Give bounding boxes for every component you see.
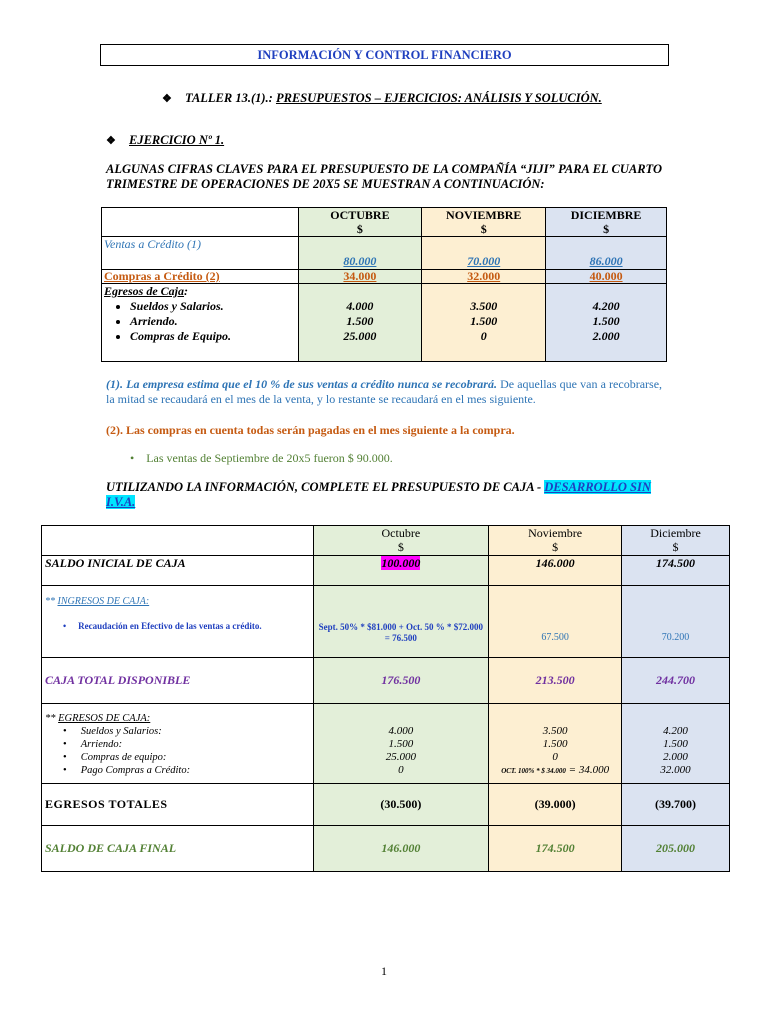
compras-dic: 40.000: [546, 270, 667, 284]
saldo-inicial-label: SALDO INICIAL DE CAJA: [42, 556, 314, 586]
ingresos-nov: 67.500: [489, 586, 622, 658]
saldo-final-dic: 205.000: [622, 826, 730, 872]
list-item: • Sueldos y Salarios.: [130, 299, 296, 314]
saldo-inicial-dic: 174.500: [622, 556, 730, 586]
list-item: • Arriendo.: [130, 314, 296, 329]
ejercicio-heading: [106, 133, 224, 148]
table2-col-octubre: Octubre $: [313, 526, 489, 556]
list-item: • Arriendo:: [63, 739, 123, 750]
key-figures-table: [101, 207, 667, 362]
caja-total-dic: 244.700: [622, 658, 730, 704]
table2-col-diciembre: Diciembre $: [622, 526, 730, 556]
taller-title: PRESUPUESTOS – EJERCICIOS: ANÁLISIS Y SOLUCIÓN.: [275, 91, 602, 105]
egresos-dic-values: 4.200 1.500 2.000: [546, 284, 667, 362]
egresos-cell: Egresos de Caja: • Sueldos y Salarios. • Arriendo. • Compras de Equipo.: [102, 284, 299, 362]
egresos2-dic-values: 4.200 1.500 2.000 32.000: [622, 704, 730, 784]
note-1: (1). La empresa estima que el 10 % de sus ventas a crédito nunca se recobrará. De aquellas que van a recobrarse, la mitad se recaudará en el mes de la venta, y lo restante se recaudará en el mes siguiente.: [106, 377, 663, 406]
list-item: • Compras de Equipo.: [130, 329, 296, 344]
page-number: 1: [381, 964, 387, 978]
highlight-sin-iva: DESARROLLO SIN I.V.A.: [106, 480, 651, 509]
ingresos-oct-formula: Sept. 50% * $81.000 + Oct. 50 % * $72.000 = 76.500: [313, 586, 489, 658]
table2-col-noviembre: Noviembre $: [489, 526, 622, 556]
ingresos-item: • Recaudación en Efectivo de las ventas a crédito.: [63, 621, 262, 631]
ventas-oct: 80.000: [298, 237, 422, 270]
cash-budget-table: [41, 525, 730, 872]
table1-col-diciembre: DICIEMBRE $: [546, 208, 667, 237]
table1-col-noviembre: NOVIEMBRE $: [422, 208, 546, 237]
intro-paragraph: ALGUNAS CIFRAS CLAVES PARA EL PRESUPUESTO DE LA COMPAÑÍA “JIJI” PARA EL CUARTO TRIMESTRE DE OPERACIONES DE 20X5 SE MUESTRAN A CONTINUACIÓN:: [106, 162, 662, 191]
ejercicio-title: EJERCICIO Nº 1.: [129, 133, 225, 147]
table1-col-octubre: OCTUBRE $: [298, 208, 422, 237]
caja-total-nov: 213.500: [489, 658, 622, 704]
egresos2-nov-values: 3.500 1.500 0 OCT. 100% * $ 34.000 = 34.000: [489, 704, 622, 784]
ventas-nov: 70.000: [422, 237, 546, 270]
egresos-nov-values: 3.500 1.500 0: [422, 284, 546, 362]
compras-oct: 34.000: [298, 270, 422, 284]
ventas-dic: 86.000: [546, 237, 667, 270]
saldo-inicial-nov: 146.000: [489, 556, 622, 586]
table1-corner: [102, 208, 299, 237]
egresos2-title: EGRESOS DE CAJA:: [58, 713, 151, 724]
saldo-final-oct: 146.000: [313, 826, 489, 872]
ingresos-title: INGRESOS DE CAJA:: [57, 596, 150, 607]
list-item: • Sueldos y Salarios:: [63, 726, 162, 737]
caja-total-oct: 176.500: [313, 658, 489, 704]
egresos-oct-values: 4.000 1.500 25.000: [298, 284, 422, 362]
compras-nov: 32.000: [422, 270, 546, 284]
ventas-label: Ventas a Crédito (1): [102, 237, 299, 270]
diamond-bullet-icon: ❖: [162, 93, 172, 105]
egresos-totales-dic: (39.700): [622, 784, 730, 826]
compras-label: Compras a Crédito (2): [102, 270, 299, 284]
saldo-final-label: SALDO DE CAJA FINAL: [42, 826, 314, 872]
bullet-icon: •: [130, 451, 135, 465]
list-item: • Compras de equipo:: [63, 752, 167, 763]
egresos-totales-label: EGRESOS TOTALES: [42, 784, 314, 826]
document-header: INFORMACIÓN Y CONTROL FINANCIERO: [100, 44, 669, 66]
saldo-final-nov: 174.500: [489, 826, 622, 872]
diamond-bullet-icon: ❖: [106, 135, 116, 147]
taller-heading: [162, 91, 602, 106]
egresos-totales-nov: (39.000): [489, 784, 622, 826]
egresos-list: [104, 299, 296, 344]
ingresos-cell: ** INGRESOS DE CAJA: • Recaudación en Efectivo de las ventas a crédito.: [42, 586, 314, 658]
saldo-inicial-oct: 100.000: [313, 556, 489, 586]
instruction-paragraph: UTILIZANDO LA INFORMACIÓN, COMPLETE EL PRESUPUESTO DE CAJA - DESARROLLO SIN I.V.A.: [106, 480, 651, 509]
egresos2-oct-values: 4.000 1.500 25.000 0: [313, 704, 489, 784]
egresos2-cell: ** EGRESOS DE CAJA: • Sueldos y Salarios: • Arriendo: • Compras de equipo: • Pago Compras a Crédito:: [42, 704, 314, 784]
note-3: • Las ventas de Septiembre de 20x5 fueron $ 90.000.: [130, 451, 393, 465]
egresos-title: Egresos de Caja: [104, 284, 185, 298]
ingresos-dic: 70.200: [622, 586, 730, 658]
egresos-totales-oct: (30.500): [313, 784, 489, 826]
list-item: • Pago Compras a Crédito:: [63, 765, 191, 776]
note-2: (2). Las compras en cuenta todas serán pagadas en el mes siguiente a la compra.: [106, 423, 515, 437]
taller-prefix: TALLER 13.(1).:: [185, 91, 273, 105]
table2-corner: [42, 526, 314, 556]
caja-total-label: CAJA TOTAL DISPONIBLE: [42, 658, 314, 704]
